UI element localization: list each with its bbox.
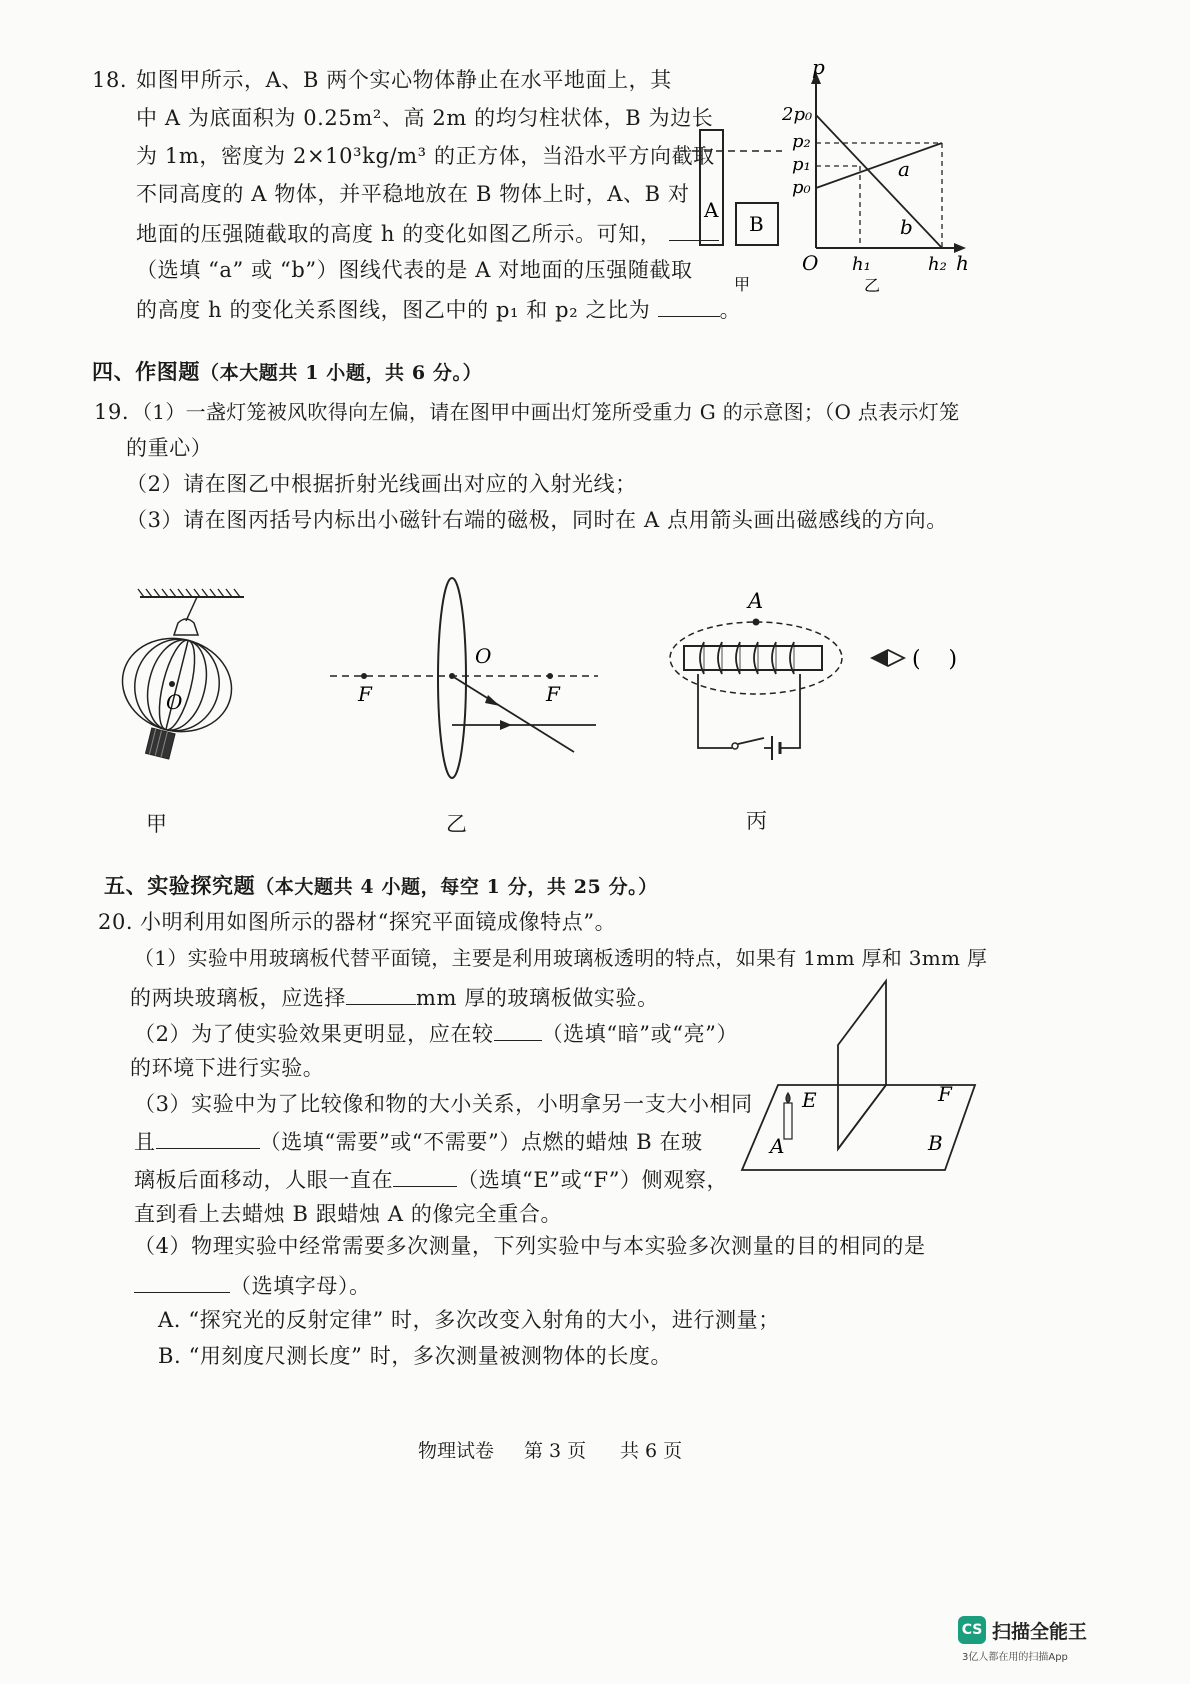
block-b-label: B xyxy=(749,212,764,236)
switch-blade xyxy=(738,738,764,744)
lantern-body xyxy=(113,627,242,743)
candle-a xyxy=(784,1093,792,1139)
q20-part1-line1: （1）实验中用玻璃板代替平面镜，主要是利用玻璃板透明的特点，如果有 1mm 厚和 3mm 厚 xyxy=(134,946,988,970)
section-5-heading xyxy=(104,872,658,901)
origin-label: O xyxy=(802,251,819,275)
scanner-app-name: 扫描全能王 xyxy=(992,1621,1088,1643)
q19-figure-jia-caption: 甲 xyxy=(146,812,167,836)
q20-part3-line1: （3）实验中为了比较像和物的大小关系，小明拿另一支大小相同 xyxy=(134,1092,753,1116)
solenoid-core xyxy=(684,646,822,670)
q20-part2-pre: （2）为了使实验效果更明显，应在较 xyxy=(134,1022,494,1046)
lantern-string xyxy=(186,597,197,621)
q20-blank-3 xyxy=(156,1126,260,1149)
q18-number: 18. xyxy=(92,68,128,92)
q20-part4-post: （选填字母）。 xyxy=(230,1274,371,1298)
q19-part2: （2）请在图乙中根据折射光线画出对应的入射光线； xyxy=(126,472,637,496)
lantern-cap xyxy=(174,619,198,635)
graph-line-b-label: b xyxy=(900,215,913,239)
q18-figure-yi-graph xyxy=(780,55,990,298)
q19-figure-bing-caption: 丙 xyxy=(746,809,767,833)
q20-blank-1 xyxy=(346,982,416,1005)
section-5-note: （本大题共 4 小题，每空 1 分，共 25 分。） xyxy=(255,876,658,898)
q18-line-4: 不同高度的 A 物体，并平稳地放在 B 物体上时，A、B 对 xyxy=(136,182,690,206)
block-a xyxy=(700,130,723,245)
label-b: B xyxy=(928,1131,943,1155)
q20-part4-line1: （4）物理实验中经常需要多次测量，下列实验中与本实验多次测量的目的相同的是 xyxy=(134,1234,926,1258)
section-4-title: 四、作图题 xyxy=(92,360,200,384)
tick-2p0: 2p₀ xyxy=(782,104,813,125)
q20-part2-line1 xyxy=(134,1018,738,1048)
q20-part3-line4: 直到看上去蜡烛 B 跟蜡烛 A 的像完全重合。 xyxy=(134,1202,563,1226)
lens-center-label: O xyxy=(475,644,492,668)
section-4-heading xyxy=(92,358,482,387)
q19-part3: （3）请在图丙括号内标出小磁针右端的磁极，同时在 A 点用箭头画出磁感线的方向。 xyxy=(126,508,948,532)
graph-line-a-label: a xyxy=(898,157,910,181)
q20-figure-plane-mirror xyxy=(740,975,980,1175)
q20-option-b: B. “用刻度尺测长度” 时，多次测量被测物体的长度。 xyxy=(158,1344,673,1368)
axis-label-p: p xyxy=(812,55,825,79)
center-label: O xyxy=(166,690,183,714)
label-a: A xyxy=(770,1134,785,1158)
footer-total: 共 6 页 xyxy=(620,1440,683,1462)
q20-part3-b-post: （选填“需要”或“不需要”）点燃的蜡烛 B 在玻 xyxy=(259,1130,703,1154)
q19-figure-yi-caption: 乙 xyxy=(446,812,467,836)
bracket-label: ( ) xyxy=(912,647,958,672)
q20-part3-line3 xyxy=(134,1164,728,1194)
section-5-title: 五、实验探究题 xyxy=(104,874,256,898)
q20-number: 20. xyxy=(98,910,134,934)
q20-part2-line2: 的环境下进行实验。 xyxy=(130,1056,325,1080)
q20-part1-line2 xyxy=(130,982,659,1012)
q18-line-7-end: 。 xyxy=(719,298,742,322)
q20-blank-2 xyxy=(494,1018,542,1041)
q18-line-7-text: 的高度 h 的变化关系图线，图乙中的 p₁ 和 p₂ 之比为 xyxy=(136,298,651,322)
q20-option-a: A. “探究光的反射定律” 时，多次改变入射角的大小，进行测量； xyxy=(158,1308,780,1332)
footer-page: 第 3 页 xyxy=(524,1440,587,1462)
tick-p2: p₂ xyxy=(792,131,811,152)
block-a-label: A xyxy=(704,198,719,222)
tick-h1: h₁ xyxy=(852,254,871,275)
footer-subject: 物理试卷 xyxy=(418,1440,495,1462)
tick-h2: h₂ xyxy=(928,254,947,275)
q20-part3-c-post: （选填“E”或“F”）侧观察， xyxy=(457,1168,729,1192)
circuit-wire xyxy=(698,674,732,748)
q18-line-3: 为 1m，密度为 2×10³kg/m³ 的正方体，当沿水平方向截取 xyxy=(136,144,715,168)
q18-line-5-text: 地面的压强随截取的高度 h 的变化如图乙所示。可知， xyxy=(136,222,662,246)
label-f: F xyxy=(938,1082,952,1106)
q20-part1-pre: 的两块玻璃板，应选择 xyxy=(130,986,346,1010)
q18-line-7 xyxy=(136,294,741,324)
lantern-tassel xyxy=(146,728,176,759)
q20-part3-c-pre: 璃板后面移动，人眼一直在 xyxy=(134,1168,394,1192)
axis-label-h: h xyxy=(956,251,969,275)
focus-left-label: F xyxy=(358,682,372,706)
q19-number: 19. xyxy=(94,400,130,424)
tick-p0: p₀ xyxy=(792,177,811,198)
q20-part3-b-pre: 且 xyxy=(134,1130,156,1154)
q20-intro: 小明利用如图所示的器材“探究平面镜成像特点”。 xyxy=(140,910,617,934)
q19-part1-line2: 的重心） xyxy=(126,436,213,460)
scanner-logo-icon: CS xyxy=(958,1616,986,1644)
tick-p1: p₁ xyxy=(792,154,811,175)
q20-blank-4 xyxy=(393,1164,457,1187)
q19-part1-line1: （1）一盏灯笼被风吹得向左偏，请在图甲中画出灯笼所受重力 G 的示意图；（O 点表示灯笼 xyxy=(132,400,960,424)
point-a-label: A xyxy=(748,589,764,613)
figure-jia-caption: 甲 xyxy=(734,275,751,294)
q18-line-6: （选填 “a” 或 “b”）图线代表的是 A 对地面的压强随截取 xyxy=(136,258,693,282)
center-of-gravity xyxy=(169,681,175,687)
q20-part3-line2 xyxy=(134,1126,703,1156)
section-4-note: （本大题共 1 小题，共 6 分。） xyxy=(200,362,483,384)
q20-part2-post: （选填“暗”或“亮”） xyxy=(541,1022,739,1046)
figure-yi-caption: 乙 xyxy=(864,276,881,295)
q18-line-5 xyxy=(136,218,719,248)
scanner-slogan: 3亿人都在用的扫描App xyxy=(962,1652,1068,1663)
q20-part4-line2 xyxy=(134,1270,371,1300)
q19-figure-lens xyxy=(330,575,610,785)
focus-right-label: F xyxy=(546,682,560,706)
q18-line-1: 如图甲所示，A、B 两个实心物体静止在水平地面上，其 xyxy=(136,68,672,92)
label-e: E xyxy=(802,1088,817,1112)
q18-blank-2 xyxy=(658,294,720,317)
q19-figure-lantern xyxy=(112,585,262,770)
q20-part1-post: mm 厚的玻璃板做实验。 xyxy=(416,986,659,1010)
q19-figure-solenoid xyxy=(660,588,980,758)
glass-plate xyxy=(838,981,886,1149)
q18-line-2: 中 A 为底面积为 0.25m²、高 2m 的均匀柱状体，B 为边长 xyxy=(136,106,714,130)
q20-blank-5 xyxy=(134,1270,230,1293)
